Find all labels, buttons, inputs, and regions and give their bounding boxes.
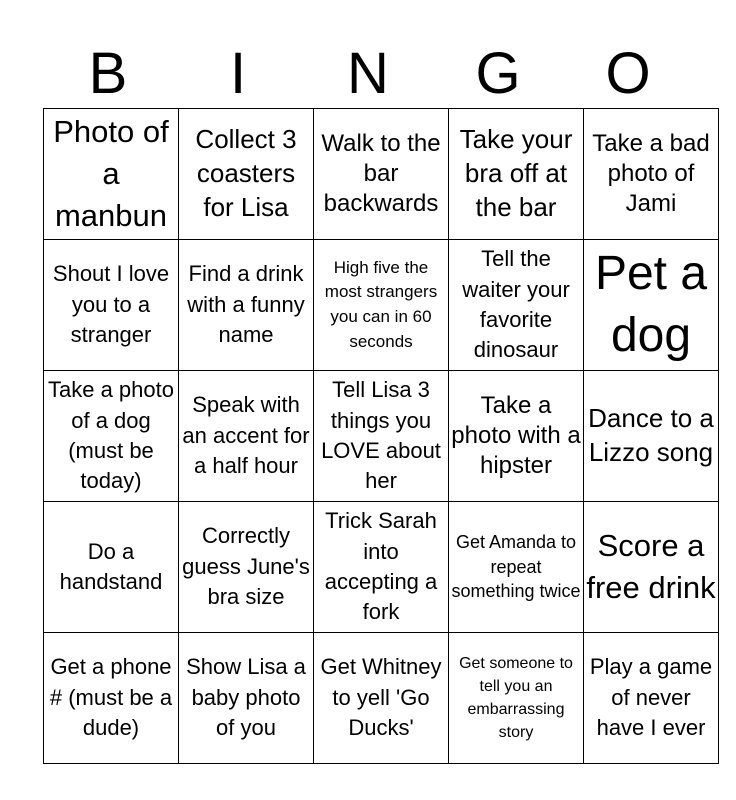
header-letter-b: B — [88, 41, 128, 106]
bingo-cell: Get someone to tell you an embarrassing story — [449, 633, 584, 764]
bingo-cell: Collect 3 coasters for Lisa — [179, 109, 314, 240]
bingo-cell: Get Amanda to repeat something twice — [449, 502, 584, 633]
bingo-cell: Get Whitney to yell 'Go Ducks' — [314, 633, 449, 764]
board-row — [44, 633, 719, 764]
bingo-cell: Show Lisa a baby photo of you — [179, 633, 314, 764]
bingo-cell: Photo of a manbun — [44, 109, 179, 240]
bingo-cell: Pet a dog — [584, 240, 719, 371]
bingo-cell: Trick Sarah into accepting a fork — [314, 502, 449, 633]
bingo-cell: Tell the waiter your favorite dinosaur — [449, 240, 584, 371]
bingo-cell: Take a bad photo of Jami — [584, 109, 719, 240]
bingo-cell: Get a phone # (must be a dude) — [44, 633, 179, 764]
bingo-cell: Take your bra off at the bar — [449, 109, 584, 240]
bingo-cell: Walk to the bar backwards — [314, 109, 449, 240]
bingo-cell: Take a photo of a dog (must be today) — [44, 371, 179, 502]
header-letter-n: N — [347, 41, 389, 106]
bingo-cell: Do a handstand — [44, 502, 179, 633]
board-row — [44, 240, 719, 371]
header-letter-o: O — [605, 41, 651, 106]
bingo-cell: Correctly guess June's bra size — [179, 502, 314, 633]
header-letter-i: I — [229, 41, 247, 106]
bingo-cell: Shout I love you to a stranger — [44, 240, 179, 371]
bingo-cell: Take a photo with a hipster — [449, 371, 584, 502]
bingo-cell: Play a game of never have I ever — [584, 633, 719, 764]
bingo-cell: Speak with an accent for a half hour — [179, 371, 314, 502]
bingo-cell: Score a free drink — [584, 502, 719, 633]
bingo-cell: High five the most strangers you can in 60 seconds — [314, 240, 449, 371]
header-letter-g: G — [475, 41, 521, 106]
bingo-cell: Dance to a Lizzo song — [584, 371, 719, 502]
bingo-header — [43, 40, 693, 108]
board-row — [44, 371, 719, 502]
board-row — [44, 109, 719, 240]
bingo-board — [43, 108, 719, 764]
bingo-cell: Tell Lisa 3 things you LOVE about her — [314, 371, 449, 502]
bingo-cell: Find a drink with a funny name — [179, 240, 314, 371]
board-row — [44, 502, 719, 633]
